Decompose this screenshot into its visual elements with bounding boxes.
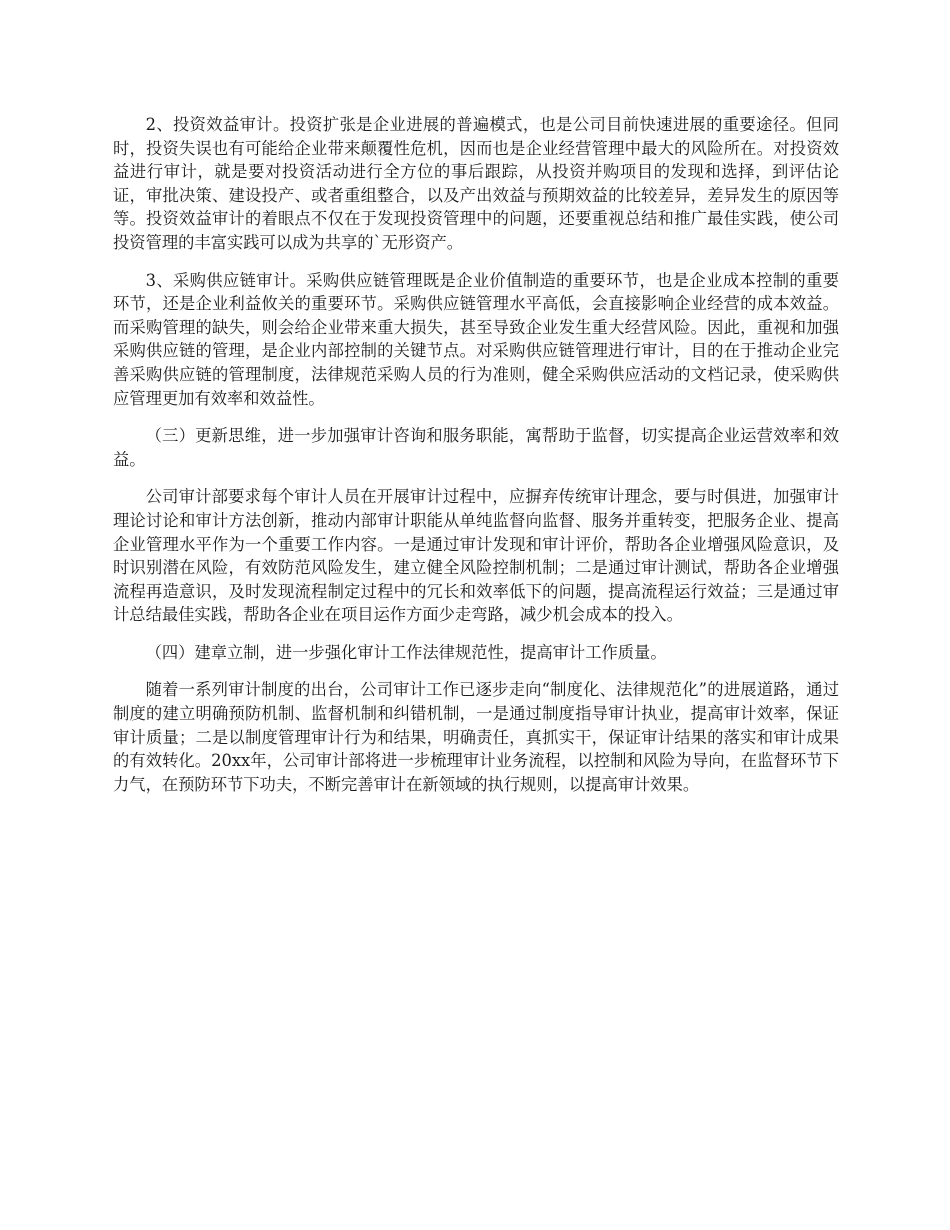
document-body xyxy=(113,113,839,810)
section-heading-3: （三）更新思维，进一步加强审计咨询和服务职能，寓帮助于监督，切实提高企业运营效率和效益。 xyxy=(113,426,839,469)
paragraph-investment-audit: 2、投资效益审计。投资扩张是企业进展的普遍模式，也是公司目前快速进展的重要途径。但同时，投资失误也有可能给企业带来颠覆性危机，因而也是企业经营管理中最大的风险所在。对投资效益进行审计，就是要对投资活动进行全方位的事后跟踪，从投资并购项目的发现和选择，到评估论证，审批决策、建设投产、或者重组整合，以及产出效益与预期效益的比较差异，差异发生的原因等等。投资效益审计的着眼点不仅在于发现投资管理中的问题，还要重视总结和推广最佳实践，使公司投资管理的丰富实践可以成为共享的`无形资产。 xyxy=(113,115,839,252)
paragraph-audit-service: 公司审计部要求每个审计人员在开展审计过程中，应摒弃传统审计理念，要与时俱进，加强审计理论讨论和审计方法创新，推动内部审计职能从单纯监督向监督、服务并重转变，把服务企业、提高企业管理水平作为一个重要工作内容。一是通过审计发现和审计评价，帮助各企业增强风险意识，及时识别潜在风险，有效防范风险发生，建立健全风险控制机制；二是通过审计测试，帮助各企业增强流程再造意识，及时发现流程制定过程中的冗长和效率低下的问题，提高流程运行效益；三是通过审计总结最佳实践，帮助各企业在项目运作方面少走弯路，减少机会成本的投入。 xyxy=(113,487,839,625)
paragraph-audit-regulation: 随着一系列审计制度的出台，公司审计工作已逐步走向“制度化、法律规范化”的进展道路，通过制度的建立明确预防机制、监督机制和纠错机制，一是通过制度指导审计执业，提高审计效率，保证审计质量；二是以制度管理审计行为和结果，明确责任，真抓实干，保证审计结果的落实和审计成果的有效转化。20xx年，公司审计部将进一步梳理审计业务流程，以控制和风险为导向，在监督环节下力气，在预防环节下功夫，不断完善审计在新领域的执行规则，以提高审计效果。 xyxy=(113,680,839,794)
section-heading-4: （四）建章立制，进一步强化审计工作法律规范性，提高审计工作质量。 xyxy=(145,642,667,662)
paragraph-procurement-audit: 3、采购供应链审计。采购供应链管理既是企业价值制造的重要环节，也是企业成本控制的重要环节，还是企业利益攸关的重要环节。采购供应链管理水平高低，会直接影响企业经营的成本效益。而采购管理的缺失，则会给企业带来重大损失，甚至导致企业发生重大经营风险。因此，重视和加强采购供应链的管理，是企业内部控制的关键节点。对采购供应链管理进行审计，目的在于推动企业完善采购供应链的管理制度，法律规范采购人员的行为准则，健全采购供应活动的文档记录，使采购供应管理更加有效率和效益性。 xyxy=(113,270,839,408)
